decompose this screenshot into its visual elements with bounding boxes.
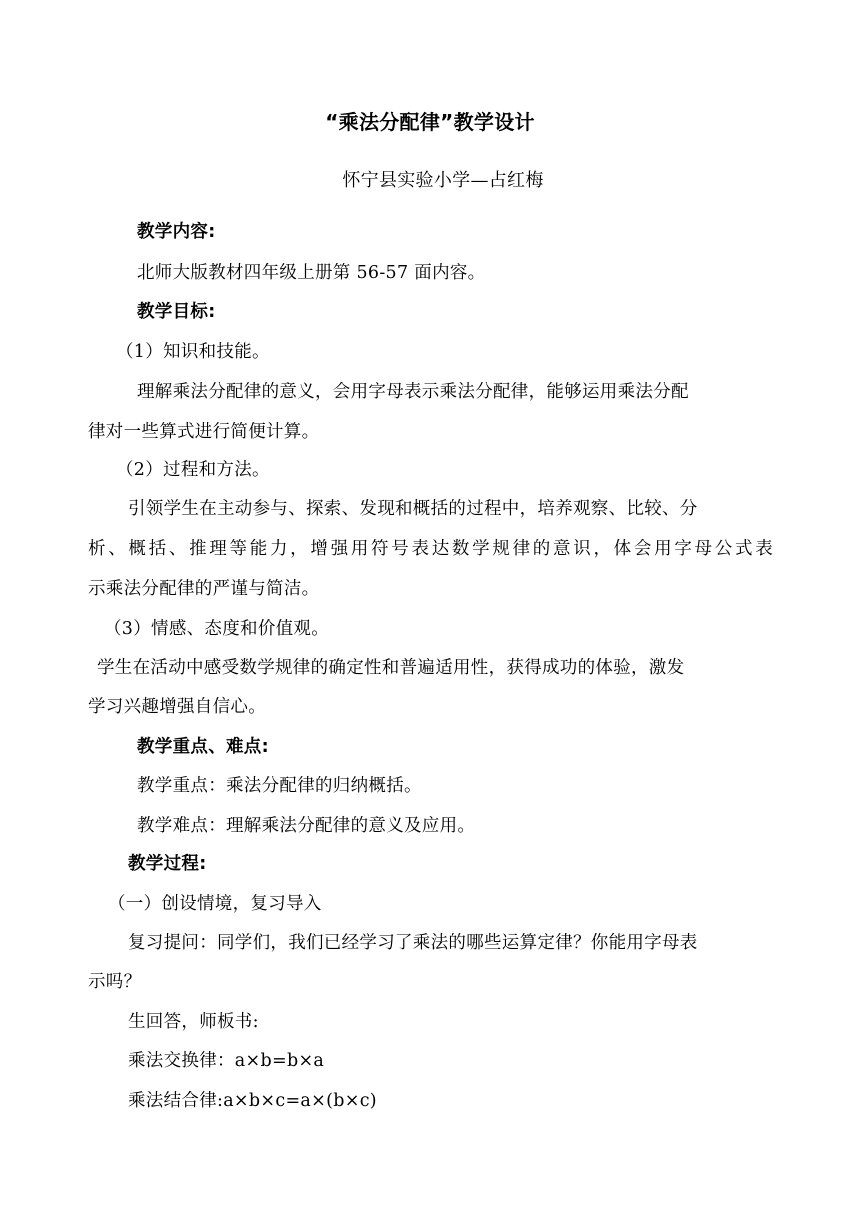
goal1-label: （1）知识和技能。 <box>116 342 270 362</box>
difficulty-text: 教学难点：理解乘法分配律的意义及应用。 <box>137 816 476 836</box>
content-text: 北师大版教材四年级上册第 56-57 面内容。 <box>137 263 486 283</box>
keypoint-text: 教学重点：乘法分配律的归纳概括。 <box>137 776 422 796</box>
section-heading-goals: 教学目标: <box>137 302 216 322</box>
goal1-line2: 律对一些算式进行简便计算。 <box>88 422 320 442</box>
goal3-line2: 学习兴趣增强自信心。 <box>88 697 266 717</box>
review-line1: 复习提问：同学们，我们已经学习了乘法的哪些运算定律？你能用字母表 <box>128 933 698 953</box>
author-line: 怀宁县实验小学—占红梅 <box>342 170 544 191</box>
goal2-line2: 析、概括、推理等能力，增强用符号表达数学规律的意识，体会用字母公式表 <box>88 539 773 559</box>
section-heading-content: 教学内容: <box>137 222 216 242</box>
goal1-line1: 理解乘法分配律的意义，会用字母表示乘法分配律，能够运用乘法分配 <box>137 382 689 402</box>
goal3-line1: 学生在活动中感受数学规律的确定性和普遍适用性，获得成功的体验，激发 <box>97 658 685 678</box>
law-associative: 乘法结合律:a×b×c=a×(b×c) <box>128 1091 377 1111</box>
goal2-label: （2）过程和方法。 <box>116 460 270 480</box>
page-title: “乘法分配律”教学设计 <box>325 110 535 134</box>
section-heading-process: 教学过程: <box>128 854 207 874</box>
answer-text: 生回答，师板书: <box>128 1012 259 1032</box>
step1-label: （一）创设情境，复习导入 <box>108 894 322 914</box>
goal2-line1: 引领学生在主动参与、探索、发现和概括的过程中，培养观察、比较、分 <box>128 499 698 519</box>
section-heading-keypoints: 教学重点、难点: <box>137 737 269 757</box>
goal3-label: （3）情感、态度和价值观。 <box>104 619 330 639</box>
goal2-line3: 示乘法分配律的严谨与简洁。 <box>88 579 320 599</box>
review-line2: 示吗？ <box>88 972 142 992</box>
law-commutative: 乘法交换律：a×b=b×a <box>128 1051 325 1071</box>
